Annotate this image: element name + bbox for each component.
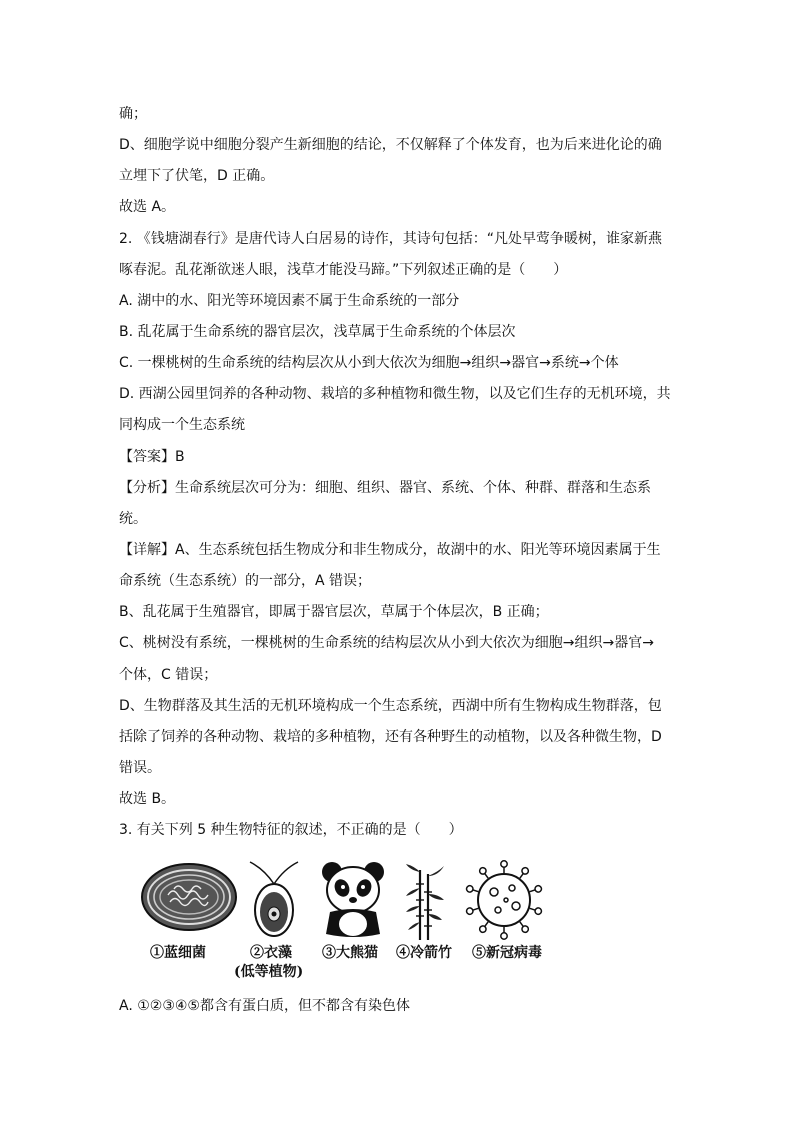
text-line: 确； <box>119 106 147 122</box>
text-line: D、细胞学说中细胞分裂产生新细胞的结论，不仅解释了个体发育，也为后来进化论的确 <box>119 137 662 153</box>
question-2-stem: 啄春泥。乱花渐欲迷人眼，浅草才能没马蹄。”下列叙述正确的是（ ） <box>119 262 568 278</box>
question-3-stem: 3. 有关下列 5 种生物特征的叙述，不正确的是（ ） <box>119 822 463 838</box>
explanation-line: C、桃树没有系统，一棵桃树的生命系统的结构层次从小到大依次为细胞→组织→器官→ <box>119 635 654 651</box>
explanation-line: D、生物群落及其生活的无机环境构成一个生态系统，西湖中所有生物构成生物群落，包 <box>119 698 662 714</box>
caption-cyanobacteria: ①蓝细菌 <box>150 945 206 961</box>
caption-coronavirus: ⑤新冠病毒 <box>472 945 542 961</box>
option-d: D. 西湖公园里饲养的各种动物、栽培的多种植物和微生物，以及它们生存的无机环境，共 <box>119 386 671 402</box>
explanation-line: 个体，C 错误； <box>119 667 218 683</box>
question-2-stem: 2. 《钱塘湖春行》是唐代诗人白居易的诗作，其诗句包括：“凡处早莺争暖树，谁家新燕 <box>119 231 663 247</box>
text-line: 故选 A。 <box>119 199 176 215</box>
answer-line: 【答案】B <box>119 449 185 465</box>
option-c: C. 一棵桃树的生命系统的结构层次从小到大依次为细胞→组织→器官→系统→个体 <box>119 355 619 371</box>
explanation-line: 括除了饲养的各种动物、栽培的多种植物，还有各种野生的动植物，以及各种微生物，D <box>119 729 662 745</box>
caption-chlamydomonas: ②衣藻 <box>250 945 292 961</box>
option-d: 同构成一个生态系统 <box>119 417 245 433</box>
coronavirus-icon <box>464 860 544 940</box>
option-a: A. ①②③④⑤都含有蛋白质，但不都含有染色体 <box>119 998 410 1014</box>
caption-chlamydomonas-note: (低等植物) <box>234 964 304 980</box>
panda-icon <box>320 860 386 940</box>
explanation-line: 错误。 <box>119 760 161 776</box>
text-line: 故选 B。 <box>119 791 176 807</box>
cyanobacteria-icon <box>140 862 238 932</box>
organisms-figure <box>138 860 558 980</box>
explanation-line: 命系统（生态系统）的一部分，A 错误； <box>119 573 372 589</box>
option-b: B. 乱花属于生命系统的器官层次，浅草属于生命系统的个体层次 <box>119 324 516 340</box>
caption-bamboo: ④冷箭竹 <box>396 945 452 961</box>
analysis-line: 【分析】生命系统层次可分为：细胞、组织、器官、系统、个体、种群、群落和生态系 <box>119 480 651 496</box>
explanation-line: 【详解】A、生态系统包括生物成分和非生物成分，故湖中的水、阳光等环境因素属于生 <box>119 542 661 558</box>
explanation-line: B、乱花属于生殖器官，即属于器官层次，草属于个体层次，B 正确； <box>119 604 549 620</box>
text-line: 立埋下了伏笔，D 正确。 <box>119 168 275 184</box>
bamboo-icon <box>404 864 446 942</box>
analysis-line: 统。 <box>119 511 147 527</box>
caption-panda: ③大熊猫 <box>322 945 378 961</box>
chlamydomonas-icon <box>244 860 304 942</box>
option-a: A. 湖中的水、阳光等环境因素不属于生命系统的一部分 <box>119 293 460 309</box>
